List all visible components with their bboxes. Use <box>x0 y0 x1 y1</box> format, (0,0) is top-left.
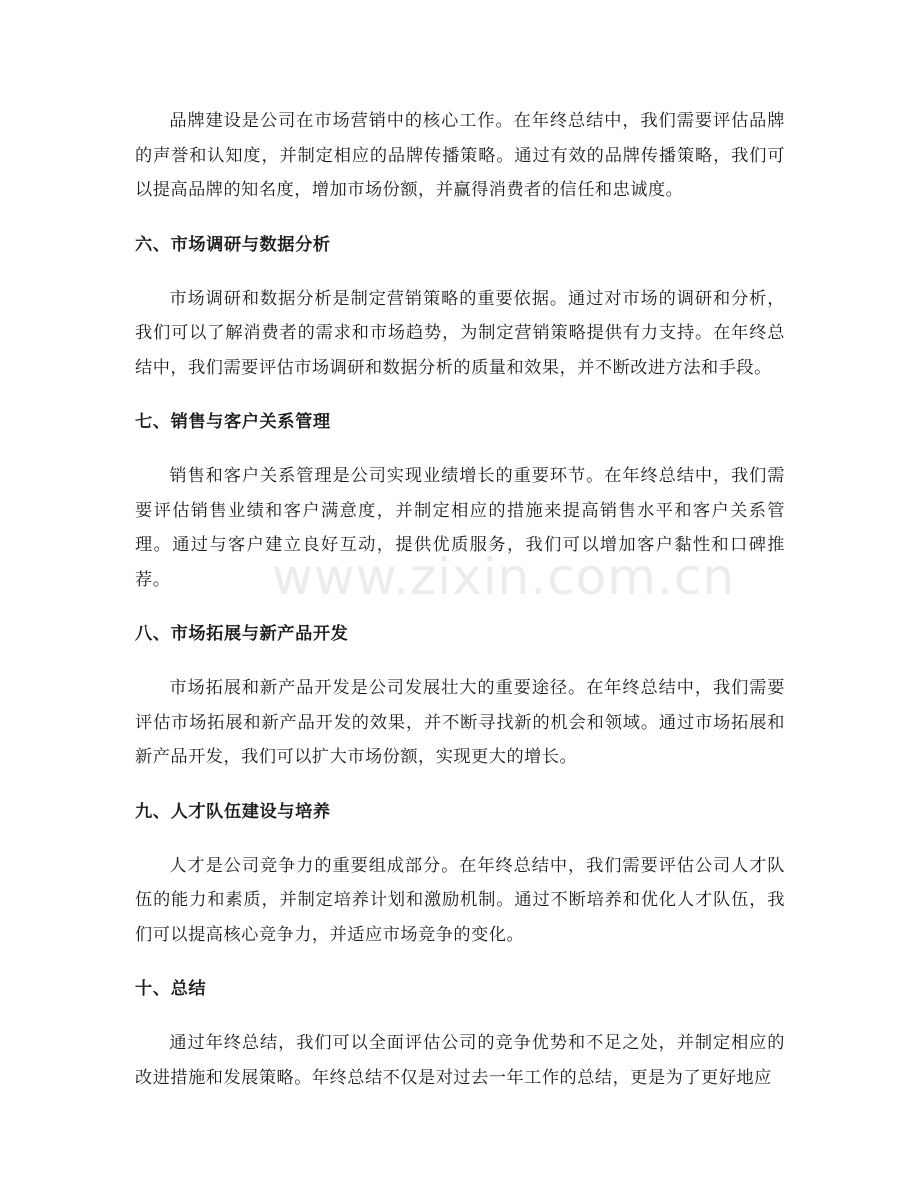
spacer <box>135 385 785 405</box>
heading-summary: 十、总结 <box>135 979 207 999</box>
heading-talent: 九、人才队伍建设与培养 <box>135 801 331 822</box>
heading-sales-crm: 七、销售与客户关系管理 <box>135 412 331 432</box>
spacer <box>135 829 785 849</box>
paragraph-market-research: 市场调研和数据分析是制定营销策略的重要依据。通过对市场的调研和分析，我们可以了解消费者的需求和市场趋势，为制定营销策略提供有力支持。在年终总结中，我们需要评估市场调研和数据分析的质量和效果，并不断改进方法和手段。 <box>135 288 785 378</box>
spacer <box>135 775 785 795</box>
watermark-text: www.zixin.com.cn <box>272 548 736 606</box>
spacer <box>135 208 785 228</box>
spacer <box>135 597 785 617</box>
document-body <box>135 104 785 1095</box>
spacer <box>135 1006 785 1026</box>
spacer <box>135 262 785 282</box>
paragraph-summary: 通过年终总结，我们可以全面评估公司的竞争优势和不足之处，并制定相应的改进措施和发展策略。年终总结不仅是对过去一年工作的总结，更是为了更好地应 <box>135 1033 785 1088</box>
spacer <box>135 952 785 972</box>
paragraph-brand-building: 品牌建设是公司在市场营销中的核心工作。在年终总结中，我们需要评估品牌的声誉和认知度，并制定相应的品牌传播策略。通过有效的品牌传播策略，我们可以提高品牌的知名度，增加市场份额，并赢得消费者的信任和忠诚度。 <box>135 111 785 200</box>
spacer <box>135 651 785 671</box>
heading-market-expansion: 八、市场拓展与新产品开发 <box>135 624 349 644</box>
heading-market-research: 六、市场调研与数据分析 <box>135 234 331 255</box>
paragraph-sales-crm: 销售和客户关系管理是公司实现业绩增长的重要环节。在年终总结中，我们需要评估销售业绩和客户满意度，并制定相应的措施来提高销售水平和客户关系管理。通过与客户建立良好互动，提供优质服务，我们可以增加客户黏性和口碑推荐。 <box>135 466 785 590</box>
paragraph-talent: 人才是公司竞争力的重要组成部分。在年终总结中，我们需要评估公司人才队伍的能力和素质，并制定培养计划和激励机制。通过不断培养和优化人才队伍，我们可以提高核心竞争力，并适应市场竞争的变化。 <box>135 855 785 945</box>
paragraph-market-expansion: 市场拓展和新产品开发是公司发展壮大的重要途径。在年终总结中，我们需要评估市场拓展和新产品开发的效果，并不断寻找新的机会和领域。通过市场拓展和新产品开发，我们可以扩大市场份额，实现更大的增长。 <box>135 678 785 767</box>
spacer <box>135 439 785 459</box>
